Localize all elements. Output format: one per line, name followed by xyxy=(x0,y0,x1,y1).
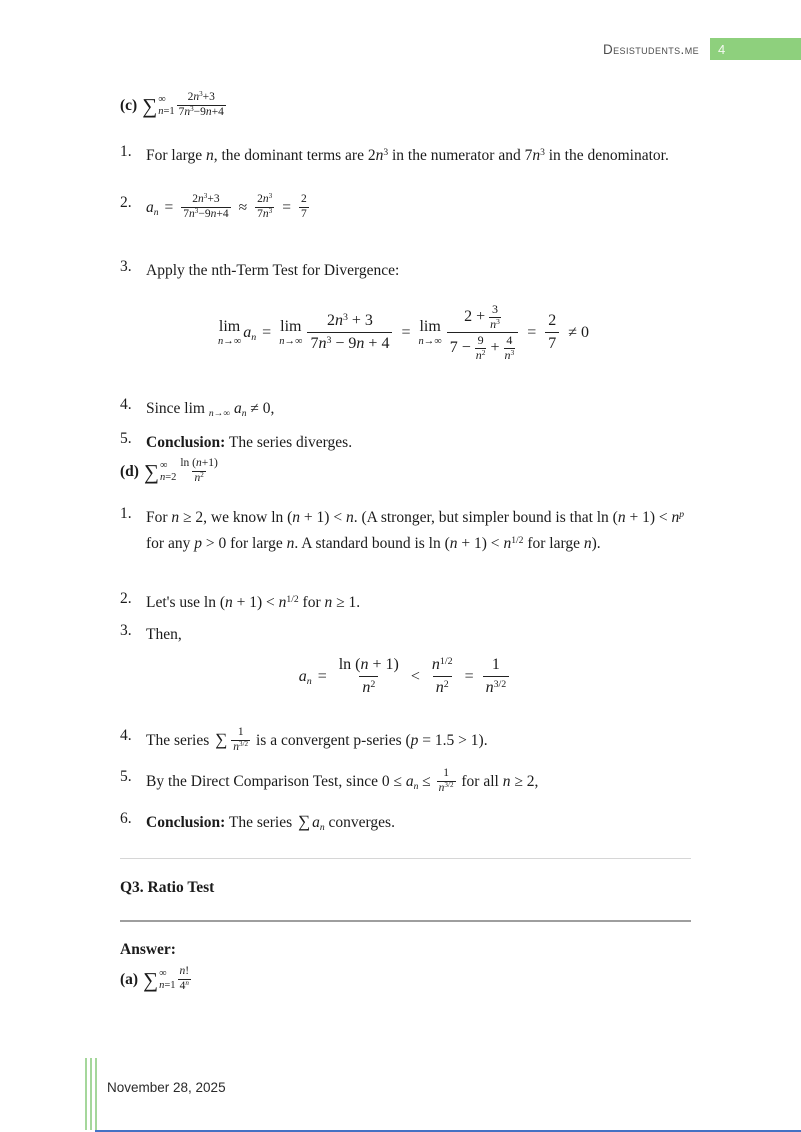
list-item-text: For large n, the dominant terms are $2n^3$ in the numerator and $7n^3$ in the denominator. xyxy=(146,146,669,164)
fraction-denominator: 4$^n$ xyxy=(179,978,189,992)
list-item xyxy=(120,622,691,648)
footer-stripe xyxy=(85,1058,87,1130)
list-item-text: Then, xyxy=(146,626,182,643)
fraction: $\frac{2}{7}$ xyxy=(300,193,307,220)
divider xyxy=(120,858,691,859)
series-a-label: (a) xyxy=(120,971,139,989)
list-item-text: Conclusion: The series diverges. xyxy=(146,434,353,451)
list-item xyxy=(120,430,691,456)
math-run: an xyxy=(298,668,312,688)
list-item-text: Apply the nth-Term Test for Divergence: xyxy=(146,262,400,279)
list-item xyxy=(120,194,691,223)
sigma-notation xyxy=(144,460,176,484)
fraction xyxy=(177,91,226,120)
list-item-number: 1. xyxy=(120,143,132,160)
section-title: Q3. Ratio Test xyxy=(120,879,215,896)
equals-sign: = xyxy=(527,324,537,341)
sigma-lower: n=1 xyxy=(158,106,175,118)
fraction: $\frac{2}{7}$ xyxy=(545,311,559,355)
sigma-icon: ∑ xyxy=(143,459,159,484)
list-item xyxy=(120,590,691,616)
list-item-text: Conclusion: The series ∑ an converges. xyxy=(146,812,395,834)
list-item xyxy=(120,727,691,756)
list-item-number: 3. xyxy=(120,258,132,275)
list-item-text: For n ≥ 2, we know ln (n + 1) < n. (A stronger, but simpler bound is that $\ln (n + 1) < n^p$ for any p > 0 for large n. A standard bound is $\ln (n + 1) < n^{1/2}$ for large n). xyxy=(146,508,685,553)
fraction: $\frac{2n^3}{7n^3}$ xyxy=(257,192,273,220)
list-item xyxy=(120,810,691,836)
series-d-label: (d) xyxy=(120,463,139,481)
equals-sign: = xyxy=(317,668,327,685)
equals-sign: = xyxy=(401,324,411,341)
series-a-heading xyxy=(120,966,691,995)
not-equal-zero: ≠ 0 xyxy=(568,324,590,341)
divider xyxy=(120,920,691,922)
equals-sign: = xyxy=(262,324,272,341)
fraction-denominator: $n^2$ xyxy=(194,470,204,484)
footer-stripes xyxy=(85,1058,97,1130)
limit-operator: lim n→∞ xyxy=(279,318,303,347)
sigma-upper: ∞ xyxy=(159,968,167,980)
fraction: $\frac{3}{n^3}$ xyxy=(490,302,500,332)
footer-date: November 28, 2025 xyxy=(107,1080,226,1095)
list-item xyxy=(120,768,691,797)
fraction-numerator: $2n^3+3$ xyxy=(187,90,215,103)
fraction: $\frac{n^{1/2}}{n^2}$ xyxy=(429,655,456,699)
list-item-number: 1. xyxy=(120,505,132,522)
list-item-number: 5. xyxy=(120,768,132,785)
fraction-numerator: n! xyxy=(179,965,190,977)
sigma-upper: ∞ xyxy=(159,460,168,472)
footer-stripe xyxy=(95,1058,97,1130)
list-item-number: 4. xyxy=(120,396,132,413)
equals-sign: = xyxy=(282,199,291,217)
fraction: $\frac{\ln (n + 1)}{n^2}$ xyxy=(336,655,402,699)
series-c-label: (c) xyxy=(120,97,138,115)
math-run: an xyxy=(146,199,159,219)
list-item-text: The series ∑ $\frac{1}{n^{3/2}}$ is a convergent p-series (p = 1.5 > 1). xyxy=(146,726,488,753)
fraction-denominator: $7n^3-9n+4$ xyxy=(178,104,224,118)
sigma-lower: n=1 xyxy=(159,980,176,992)
list-item xyxy=(120,143,691,169)
answer-label: Answer: xyxy=(120,941,176,958)
fraction: $\frac{2n^3+3}{7n^3-9n+4}$ xyxy=(183,192,229,220)
list-item-text: By the Direct Comparison Test, since 0 ≤ an ≤ $\frac{1}{n^{3/2}}$ for all n ≥ 2, xyxy=(146,767,539,794)
list-item-number: 5. xyxy=(120,430,132,447)
list-item-math xyxy=(146,194,691,223)
list-item-number: 6. xyxy=(120,810,132,827)
list-item-number: 2. xyxy=(120,194,132,211)
sigma-icon: ∑ xyxy=(142,93,158,118)
fraction xyxy=(178,457,219,486)
limit-operator: lim n→∞ xyxy=(418,318,442,347)
fraction: $\frac{1}{n^{3/2}}$ xyxy=(233,726,249,753)
less-than-sign: < xyxy=(410,668,420,685)
list-item xyxy=(120,258,691,284)
limit-equation xyxy=(120,290,691,376)
list-item-number: 3. xyxy=(120,622,132,639)
site-name: Desistudents.me xyxy=(602,41,699,57)
plus-sign: + xyxy=(490,338,500,356)
sigma-icon: ∑ xyxy=(215,729,228,749)
sigma-upper: ∞ xyxy=(158,94,166,106)
fraction: $\frac{4}{n^3}$ xyxy=(504,333,515,362)
math-run: an xyxy=(243,324,257,344)
fraction: $\frac{1}{n^{3/2}}$ xyxy=(483,655,510,699)
equals-sign: = xyxy=(464,668,474,685)
sigma-icon: ∑ xyxy=(143,967,159,992)
limit-operator: lim n→∞ xyxy=(217,318,242,347)
sigma-icon: ∑ xyxy=(297,812,311,831)
footer-stripe xyxy=(90,1058,92,1130)
list-item-text: Since lim n→∞ an ≠ 0, xyxy=(146,400,275,420)
list-item xyxy=(120,505,691,558)
comparison-equation xyxy=(120,648,691,706)
list-item xyxy=(120,396,691,422)
fraction xyxy=(177,965,191,994)
sigma-notation xyxy=(143,968,175,992)
series-d-heading xyxy=(120,458,691,487)
equals-sign: = xyxy=(164,199,174,217)
series-c-heading xyxy=(120,92,691,121)
page-header xyxy=(0,38,801,60)
approx-sign: ≈ xyxy=(238,199,248,217)
fraction-numerator: ln (n+1) xyxy=(180,457,218,469)
list-item-number: 4. xyxy=(120,727,132,744)
list-item-text: Let's use $\ln (n + 1) < n^{1/2}$ for n ≥ 1. xyxy=(146,593,361,611)
sigma-notation xyxy=(142,94,174,118)
fraction: $\frac{2n^3 + 3}{7n^3 - 9n + 4}$ xyxy=(307,311,392,355)
page-number-badge xyxy=(710,38,801,60)
fraction: $\frac{1}{n^{3/2}}$ xyxy=(438,767,454,794)
fraction: $\frac{9}{n^2}$ xyxy=(475,333,486,362)
page-number: 4 xyxy=(718,41,726,57)
sigma-lower: n=2 xyxy=(159,472,177,484)
nested-fraction: 2 + $\frac{3}{n^3}$ 7 − $\frac{9}{n^2}$ + $\frac{4}{n^3}$ xyxy=(447,303,519,362)
list-item-number: 2. xyxy=(120,590,132,607)
